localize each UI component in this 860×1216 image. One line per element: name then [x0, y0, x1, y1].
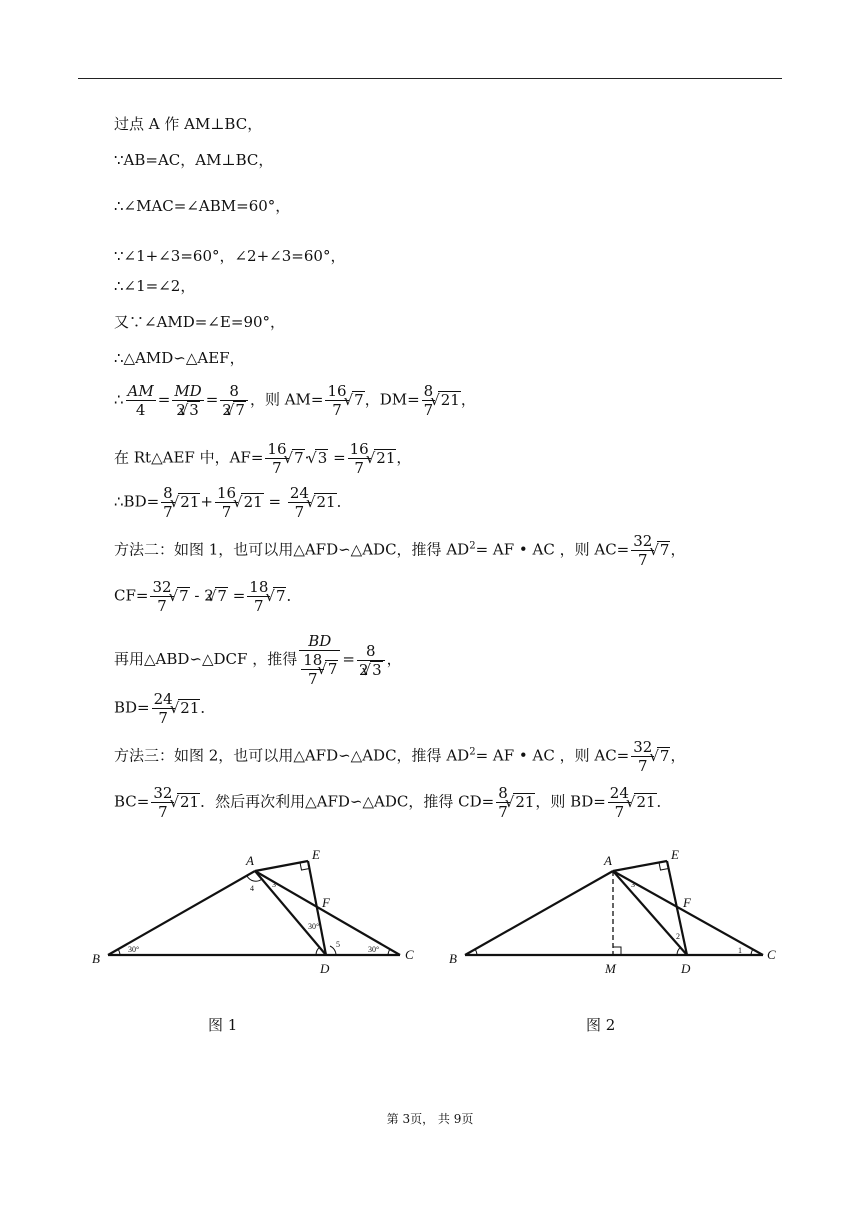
fraction: $\frac{32}{7}$ — [633, 738, 653, 775]
label-E: E — [671, 847, 679, 862]
segment-AD — [613, 871, 687, 955]
fraction: $\frac{32}{7}$ — [633, 532, 653, 569]
label-C: C — [405, 947, 414, 962]
fraction: $\frac{16}{7}$ — [267, 440, 287, 477]
segment-AC — [613, 871, 763, 955]
text-line-13: 再用△ABD∽△DCF ，推得 BD $\frac{18}{7}$ √ 7 = $\frac{8}{2√ 3}$ ， — [114, 632, 402, 688]
segment-AB — [465, 871, 613, 955]
fraction: $\frac{32}{7}$ — [153, 784, 173, 821]
text-line-10: ∴BD= $\frac{8}{7}$ √ 21+ $\frac{16}{7}$ √ 21 = $\frac{24}{7}$ √ 21． — [114, 484, 352, 521]
angle-label-2: 2 — [676, 932, 680, 941]
fraction: $\frac{16}{7}$ — [327, 382, 347, 419]
text-line-3: ∴∠MAC=∠ABM=60°， — [114, 197, 291, 215]
text-line-5: ∴∠1=∠2， — [114, 277, 196, 295]
angle-label-3: 3 — [272, 880, 276, 889]
fraction: $\frac{8}{2√ 3}$ — [357, 642, 385, 679]
text-line-2: ∵AB=AC，AM⊥BC， — [114, 151, 274, 169]
figure-2 — [445, 845, 785, 975]
fraction: $\frac{32}{7}$ — [152, 578, 172, 615]
segment-AE — [613, 861, 667, 871]
label-B: B — [92, 951, 100, 966]
segment-AB — [108, 871, 255, 955]
label-E: E — [312, 847, 320, 862]
header-rule — [78, 78, 782, 79]
figure-1-caption: 图 1 — [208, 1016, 238, 1034]
text-line-9: 在 Rt△AEF 中，AF= $\frac{16}{7}$ √ 7· √ 3 = $\frac{16}{7}$ √ 21， — [114, 440, 411, 477]
figure-1 — [90, 845, 420, 975]
text-line-16: BC= $\frac{32}{7}$ √ 21．然后再次利用△AFD∽△ADC，推得 CD= $\frac{8}{7}$ √ 21，则 BD= $\frac{24}{7}$ √ 21． — [114, 784, 672, 821]
text-line-6: 又∵∠AMD=∠E=90°， — [114, 313, 286, 331]
angle-label-3: 3 — [631, 880, 635, 889]
fraction: $\frac{8}{7}$ — [163, 484, 173, 521]
angle-label-D: 30° — [308, 922, 320, 931]
label-B: B — [449, 951, 457, 966]
text-line-11: 方法二：如图 1，也可以用△AFD∽△ADC，推得 $AD^2=$ AF • AC ，则 AC= $\frac{32}{7}$ √ 7， — [114, 532, 685, 569]
text-line-14: BD= $\frac{24}{7}$ √ 21． — [114, 690, 215, 727]
text-line-1: 过点 A 作 AM⊥BC， — [114, 115, 263, 133]
fraction: $\frac{MD}{2√ 3}$ — [172, 382, 203, 419]
fraction: $\frac{24}{7}$ — [609, 784, 629, 821]
fraction: $\frac{8}{7}$ — [498, 784, 508, 821]
segment-AC — [255, 871, 400, 955]
fraction: $\frac{16}{7}$ — [216, 484, 237, 521]
segment-AD — [255, 871, 326, 955]
angle-label-B: 30° — [128, 945, 140, 954]
page-footer: 第 3页， 共 9页 — [386, 1112, 474, 1126]
text-line-8: ∴ $\frac{AM}{4}$ = $\frac{MD}{2√ 3}$ = $\frac{8}{2√ 7}$ ，则 AM= $\frac{16}{7}$ √ 7，DM= $\frac{8}{7}$ √ 21， — [114, 382, 476, 419]
label-A: A — [246, 853, 254, 868]
right-angle-M — [613, 947, 621, 955]
fraction: $\frac{8}{7}$ — [423, 382, 434, 419]
fraction: $\frac{24}{7}$ — [153, 690, 173, 727]
label-F: F — [683, 895, 691, 910]
figure-2-caption: 图 2 — [586, 1016, 616, 1034]
angle-label-4: 4 — [250, 884, 254, 893]
text-line-12: CF= $\frac{32}{7}$ √ 7 - 2√ 7 = $\frac{18}{7}$ √ 7． — [114, 578, 302, 615]
angle-label-C: 30° — [368, 945, 380, 954]
label-F: F — [322, 895, 330, 910]
fraction: $\frac{18}{7}$ — [249, 578, 269, 615]
fraction: $\frac{AM}{4}$ — [127, 382, 154, 419]
label-M: M — [605, 961, 616, 975]
fraction: $\frac{8}{2√ 7}$ — [220, 382, 248, 419]
fraction: $\frac{16}{7}$ — [349, 440, 369, 477]
text-line-7: ∴△AMD∽△AEF， — [114, 349, 245, 367]
angle-label-1: 1 — [738, 946, 742, 955]
label-C: C — [767, 947, 776, 962]
text-line-15: 方法三：如图 2，也可以用△AFD∽△ADC，推得 $AD^2=$ AF • AC ，则 AC= $\frac{32}{7}$ √ 7， — [114, 738, 685, 775]
fraction: $\frac{24}{7}$ — [289, 484, 309, 521]
angle-label-5: 5 — [336, 940, 340, 949]
text-line-4: ∵∠1+∠3=60°，∠2+∠3=60°， — [114, 247, 346, 265]
fraction: BD $\frac{18}{7}$ √ 7 — [299, 632, 340, 688]
label-D: D — [681, 961, 691, 975]
label-D: D — [320, 961, 330, 975]
label-A: A — [604, 853, 612, 868]
